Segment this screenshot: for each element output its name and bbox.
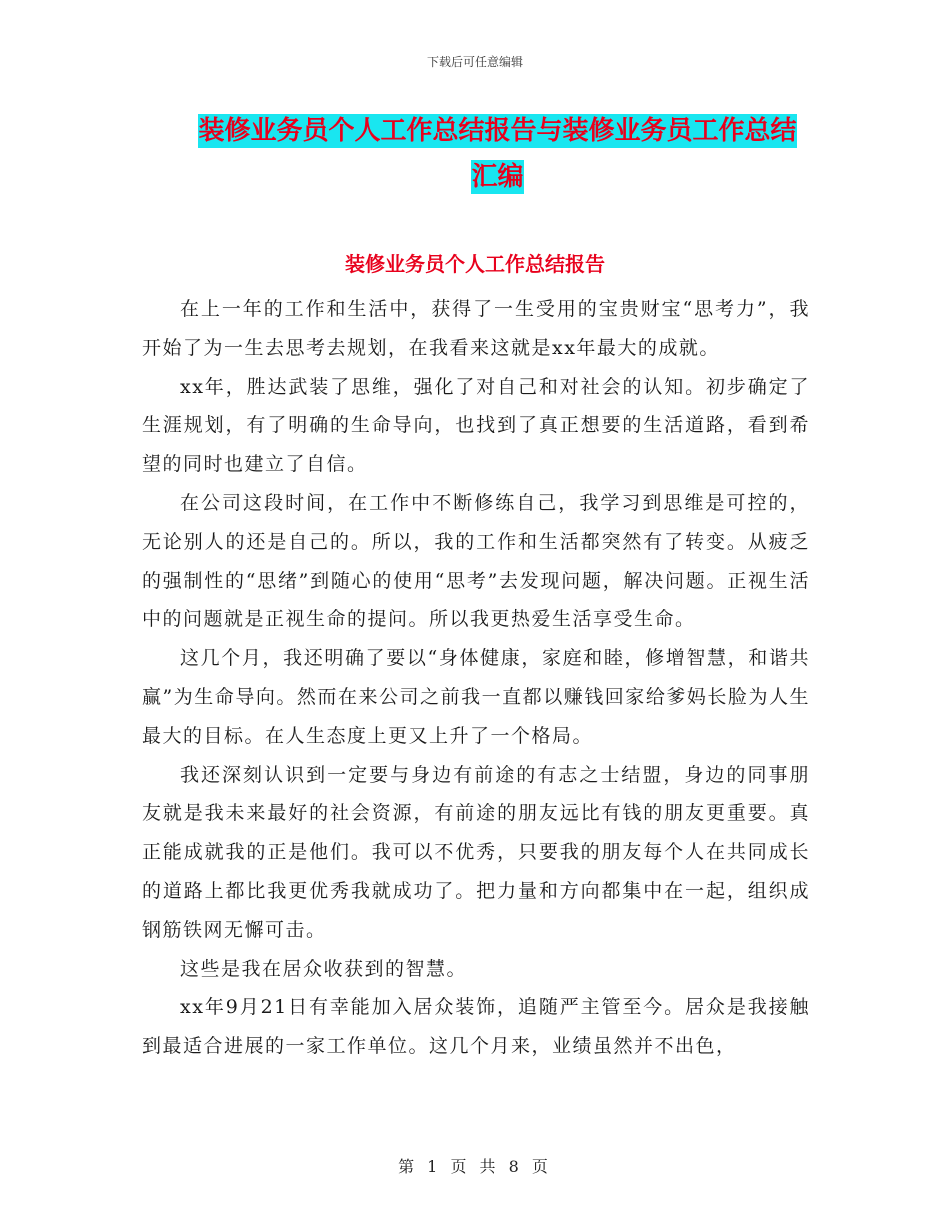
paragraph: 在上一年的工作和生活中，获得了一生受用的宝贵财宝“思考力”，我开始了为一生去思考去规划，在我看来这就是xx年最大的成就。 <box>142 298 810 359</box>
document-title-text: 装修业务员个人工作总结报告与装修业务员工作总结汇编 <box>198 116 797 192</box>
paragraph: xx年，胜达武装了思维，强化了对自己和对社会的认知。初步确定了生涯规划，有了明确的生命导向，也找到了真正想要的生活道路，看到希望的同时也建立了自信。 <box>142 375 810 476</box>
header-note: 下载后可任意编辑 <box>426 55 523 69</box>
section-title: 装修业务员个人工作总结报告 <box>345 252 605 276</box>
paragraph: 这几个月，我还明确了要以“身体健康，家庭和睦，修增智慧，和谐共赢”为生命导向。然而在来公司之前我一直都以赚钱回家给爹妈长脸为人生最大的目标。在人生态度上更又上升了一个格局。 <box>142 647 810 747</box>
paragraph: xx年9月21日有幸能加入居众装饰，追随严主管至今。居众是我接触到最适合进展的一家工作单位。这几个月来，业绩虽然并不出色， <box>142 996 810 1058</box>
paragraph: 在公司这段时间，在工作中不断修练自己，我学习到思维是可控的，无论别人的还是自己的。所以，我的工作和生活都突然有了转变。从疲乏的强制性的“思绪”到随心的使用“思考”去发现问题，解决问题。正视生活中的问题就是正视生命的提问。所以我更热爱生活享受生命。 <box>142 491 810 631</box>
document-title <box>190 108 805 200</box>
page-footer: 第 1 页 共 8 页 <box>398 1157 552 1176</box>
body-text <box>142 290 810 1066</box>
paragraph: 我还深刻认识到一定要与身边有前途的有志之士结盟，身边的同事朋友就是我未来最好的社会资源，有前途的朋友远比有钱的朋友更重要。真正能成就我的正是他们。我可以不优秀，只要我的朋友每个人在共同成长的道路上都比我更优秀我就成功了。把力量和方向都集中在一起，组织成钢筋铁网无懈可击。 <box>142 763 810 941</box>
paragraph: 这些是我在居众收获到的智慧。 <box>180 957 468 980</box>
